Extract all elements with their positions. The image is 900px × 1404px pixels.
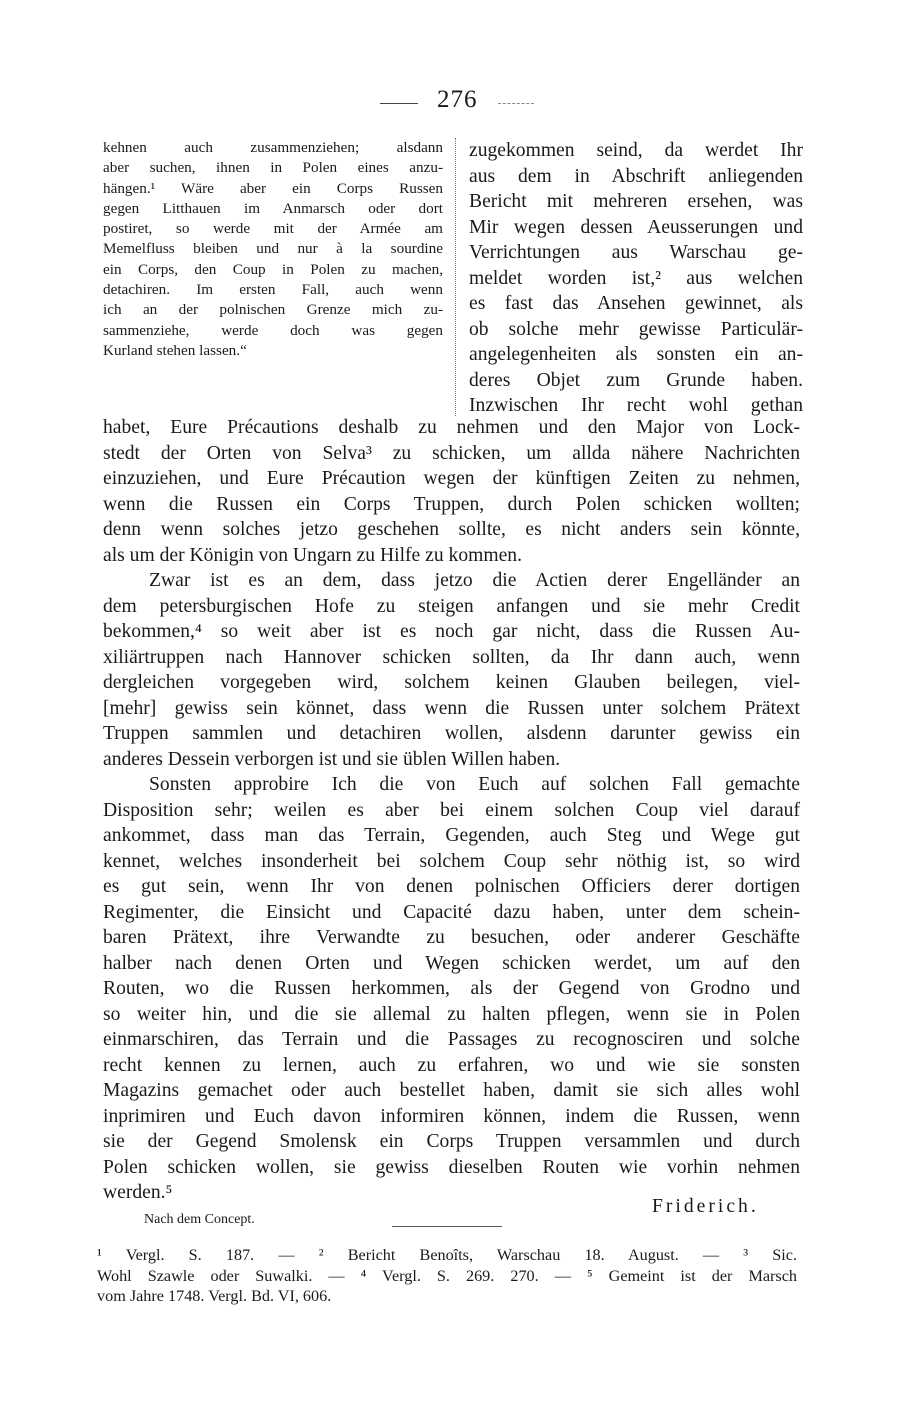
- body-line: werden.⁵: [103, 1182, 173, 1203]
- right-column-text: [469, 138, 803, 419]
- left-column-line: Memelfluss bleiben und nur à la sourdine: [103, 240, 443, 258]
- body-line: Disposition sehr; weilen es aber bei einem solchen Coup viel darauf: [103, 799, 800, 821]
- right-column-line: Mir wegen dessen Aeusserungen und: [469, 216, 803, 238]
- right-column-line: Bericht mit mehreren ersehen, was: [469, 191, 803, 212]
- page-header: [0, 86, 900, 118]
- left-column-line: detachiren. Im ersten Fall, auch wenn: [103, 281, 443, 299]
- header-dash-left: [380, 103, 418, 104]
- body-line: ankommet, dass man das Terrain, Gegenden, auch Steg und Wege gut: [103, 825, 800, 846]
- body-line: recht kennen zu lernen, auch zu erfahren, wo und wie sie sonsten: [103, 1054, 800, 1076]
- body-line: Sonsten approbire Ich die von Euch auf solchen Fall gemachte: [149, 774, 800, 795]
- right-column-line: angelegenheiten als sonsten ein an-: [469, 344, 803, 365]
- body-line: denn wenn solches jetzo geschehen sollte, es nicht anders sein könnte,: [103, 519, 800, 540]
- signature: Friderich.: [652, 1196, 759, 1217]
- column-divider: [455, 138, 456, 416]
- main-text: [103, 415, 800, 1206]
- body-line: Polen schicken wollen, sie gewiss dieselben Routen wie vorhin nehmen: [103, 1156, 800, 1178]
- left-column-line: sammenziehe, werde doch was gegen: [103, 321, 443, 339]
- left-column-line: gegen Litthauen im Anmarsch oder dort: [103, 199, 443, 217]
- body-line: Regimenter, die Einsicht und Capacité dazu haben, unter dem schein-: [103, 901, 800, 923]
- right-column-line: es fast das Ansehen gewinnet, als: [469, 293, 803, 314]
- body-line: so weiter hin, und die sie allemal zu halten pflegen, wenn sie in Polen: [103, 1003, 800, 1025]
- right-column-line: Verrichtungen aus Warschau ge-: [469, 242, 803, 263]
- page-number: 276: [437, 86, 478, 113]
- right-column-line: deres Objet zum Grunde haben.: [469, 369, 803, 391]
- footnote-divider: [392, 1226, 502, 1227]
- footnote-line: Wohl Szawle oder Suwalki. — ⁴ Vergl. S. 269. 270. — ⁵ Gemeint ist der Marsch: [97, 1266, 797, 1285]
- left-column-line: Kurland stehen lassen.“: [103, 341, 247, 359]
- body-line: einmarschiren, das Terrain und die Passages zu recognosciren und solche: [103, 1029, 800, 1050]
- body-line: dergleichen vorgegeben wird, solchem keinen Glauben beilegen, viel-: [103, 672, 800, 693]
- right-column-line: ob solche mehr gewisse Particulär-: [469, 318, 803, 340]
- body-line: [mehr] gewiss sein könnet, dass wenn die Russen unter solchem Prätext: [103, 697, 800, 719]
- body-line: als um der Königin von Ungarn zu Hilfe zu kommen.: [103, 544, 522, 566]
- body-line: kennet, welches insonderheit bei solchem Coup sehr nöthig ist, so wird: [103, 850, 800, 872]
- body-line: anderes Dessein verborgen ist und sie üblen Willen haben.: [103, 748, 561, 770]
- body-line: bekommen,⁴ so weit aber ist es noch gar nicht, dass die Russen Au-: [103, 621, 800, 642]
- footnotes: [97, 1245, 797, 1307]
- body-line: sie der Gegend Smolensk ein Corps Truppen versammlen und durch: [103, 1131, 800, 1152]
- body-line: wenn die Russen ein Corps Truppen, durch Polen schicken wollten;: [103, 493, 800, 515]
- footnote-line: ¹ Vergl. S. 187. — ² Bericht Benoîts, Warschau 18. August. — ³ Sic.: [97, 1246, 797, 1264]
- body-line: einzuziehen, und Eure Précaution wegen der künftigen Zeiten zu nehmen,: [103, 468, 800, 489]
- body-line: Zwar ist es an dem, dass jetzo die Actien derer Engelländer an: [149, 570, 800, 591]
- body-line: inprimiren und Euch davon informiren können, indem die Russen, wenn: [103, 1105, 800, 1127]
- header-dash-right: [498, 103, 534, 104]
- left-column-line: ein Corps, den Coup in Polen zu machen,: [103, 260, 443, 278]
- body-line: xiliärtruppen nach Hannover schicken sollten, da Ihr dann auch, wenn: [103, 646, 800, 668]
- right-column-line: zugekommen seind, da werdet Ihr: [469, 140, 803, 161]
- body-line: stedt der Orten von Selva³ zu schicken, um allda nähere Nachrichten: [103, 442, 800, 464]
- left-column-line: aber suchen, ihnen in Polen eines anzu-: [103, 159, 443, 177]
- body-line: habet, Eure Précautions deshalb zu nehmen und den Major von Lock-: [103, 417, 800, 438]
- right-column-line: meldet worden ist,² aus welchen: [469, 267, 803, 289]
- two-column-block: [103, 138, 803, 416]
- source-note: Nach dem Concept.: [144, 1212, 255, 1227]
- left-column-line: hängen.¹ Wäre aber ein Corps Russen: [103, 179, 443, 197]
- left-column-line: postiret, so werde mit der Armée am: [103, 220, 443, 238]
- left-column-line: kehnen auch zusammenziehen; alsdann: [103, 139, 443, 156]
- right-column-line: Inzwischen Ihr recht wohl gethan: [469, 395, 803, 416]
- left-column-line: ich an der polnischen Grenze mich zu-: [103, 301, 443, 319]
- body-line: Magazins gemachet oder auch bestellet haben, damit sie sich alles wohl: [103, 1080, 800, 1101]
- body-line: halber nach denen Orten und Wegen schicken werdet, um auf den: [103, 952, 800, 974]
- body-line: es gut sein, wenn Ihr von denen polnischen Officiers derer dortigen: [103, 876, 800, 897]
- left-column-quote: [103, 138, 443, 361]
- footnote-line: vom Jahre 1748. Vergl. Bd. VI, 606.: [97, 1287, 332, 1305]
- body-line: Truppen sammlen und detachiren wollen, alsdenn darunter gewiss ein: [103, 723, 800, 744]
- right-column-line: aus dem in Abschrift anliegenden: [469, 165, 803, 187]
- body-line: baren Prätext, ihre Verwandte zu besuchen, oder anderer Geschäfte: [103, 927, 800, 948]
- body-line: dem petersburgischen Hofe zu steigen anfangen und sie mehr Credit: [103, 595, 800, 617]
- body-line: Routen, wo die Russen herkommen, als der Gegend von Grodno und: [103, 978, 800, 999]
